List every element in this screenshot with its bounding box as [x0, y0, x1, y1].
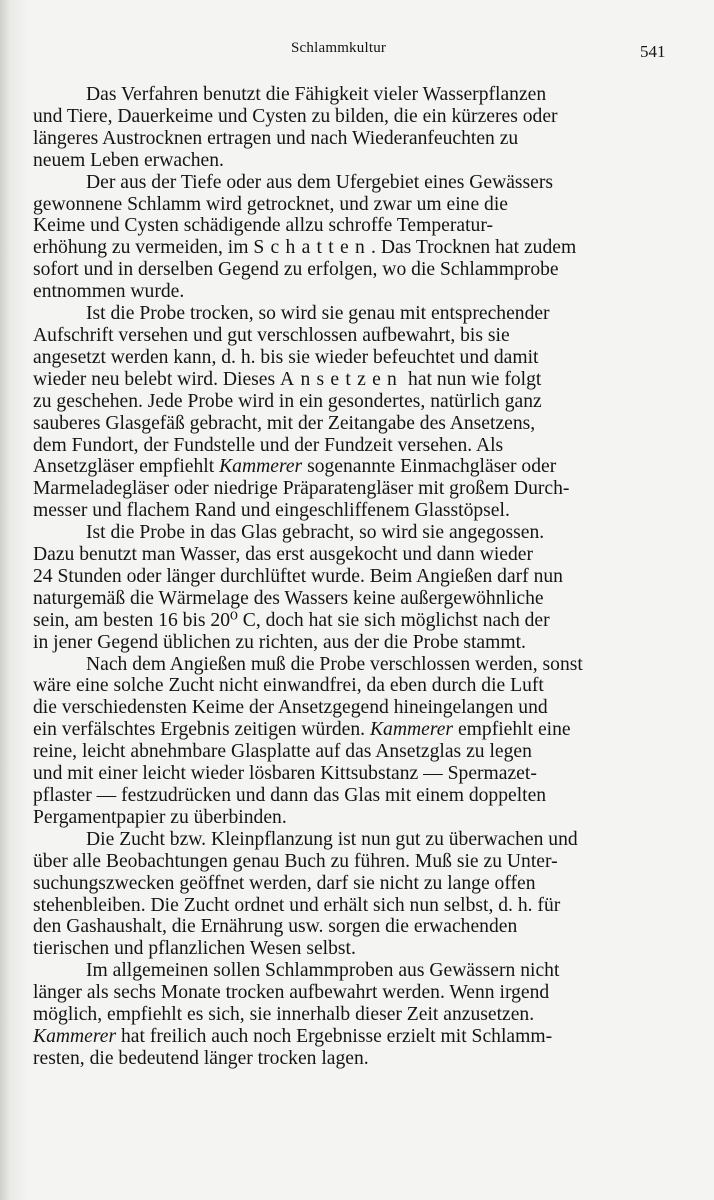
text-run: Ansetzgläser empfiehlt	[33, 456, 220, 478]
text-line: entnommen wurde.	[33, 281, 185, 303]
text-line: messer und flachem Rand und eingeschliffenem Glasstöpsel.	[33, 500, 510, 522]
paragraph-2	[33, 172, 673, 303]
text-line: resten, die bedeutend länger trocken lagen.	[33, 1047, 369, 1069]
text-line	[33, 719, 673, 741]
text-line: wäre eine solche Zucht nicht einwandfrei, da eben durch die Luft	[33, 675, 544, 697]
text-line: Aufschrift versehen und gut verschlossen aufbewahrt, bis sie	[33, 324, 510, 346]
text-line: länger als sechs Monate trocken aufbewahrt werden. Wenn irgend	[33, 982, 550, 1004]
text-line: über alle Beobachtungen genau Buch zu führen. Muß sie zu Unter-	[33, 850, 558, 872]
paragraph-3	[33, 303, 673, 522]
text-line: Das Verfahren benutzt die Fähigkeit vieler Wasserpflanzen	[86, 84, 547, 105]
text-line: pflaster — festzudrücken und dann das Glas mit einem doppelten	[33, 785, 547, 806]
emphasized-word: Ansetzen	[280, 368, 404, 390]
text-line: in jener Gegend üblichen zu richten, aus der die Probe stammt.	[33, 631, 526, 653]
text-line: neuem Leben erwachen.	[33, 149, 224, 171]
running-title: Schlammkultur	[291, 40, 387, 56]
text-line: längeres Austrocknen ertragen und nach Wiederanfeuchten zu	[33, 127, 519, 149]
text-run: ein verfälschtes Ergebnis zeitigen würden.	[33, 719, 370, 741]
text-line: Ist die Probe in das Glas gebracht, so wird sie angegossen.	[86, 522, 545, 544]
text-line: Pergamentpapier zu überbinden.	[33, 806, 287, 828]
text-line	[33, 237, 673, 259]
text-line: 24 Stunden oder länger durchlüftet wurde. Beim Angießen darf nun	[33, 565, 563, 587]
text-line: möglich, empfiehlt es sich, sie innerhalb dieser Zeit anzusetzen.	[33, 1004, 535, 1026]
author-name: Kammerer	[369, 719, 454, 741]
text-line: reine, leicht abnehmbare Glasplatte auf das Ansetzglas zu legen	[33, 741, 532, 763]
text-run: empfiehlt eine	[453, 719, 571, 741]
text-run: erhöhung zu vermeiden, im	[33, 237, 254, 259]
text-run: hat freilich auch noch Ergebnisse erzielt mit Schlamm-	[116, 1025, 553, 1047]
text-line: angesetzt werden kann, d. h. bis sie wieder befeuchtet und damit	[33, 346, 539, 368]
text-line: gewonnene Schlamm wird getrocknet, und zwar um eine die	[33, 193, 508, 215]
text-line: Keime und Cysten schädigende allzu schroffe Temperatur-	[33, 215, 493, 237]
text-run: sogenannte Einmachgläser oder	[302, 456, 557, 478]
text-line: die verschiedensten Keime der Ansetzgegend hineingelangen und	[33, 697, 548, 719]
text-line	[33, 1026, 673, 1048]
text-line	[33, 456, 673, 478]
text-line: stehenbleiben. Die Zucht ordnet und erhält sich nun selbst, d. h. für	[33, 894, 561, 916]
paragraph-4	[33, 522, 673, 653]
text-line: den Gashaushalt, die Ernährung usw. sorgen die erwachenden	[33, 916, 518, 938]
paragraph-1	[33, 84, 673, 172]
text-line: Im allgemeinen sollen Schlammproben aus Gewässern nicht	[86, 960, 560, 982]
text-line: Die Zucht bzw. Kleinpflanzung ist nun gut zu überwachen und	[86, 828, 578, 850]
text-line	[33, 369, 673, 391]
text-line: dem Fundort, der Fundstelle und der Fundzeit versehen. Als	[33, 434, 504, 456]
text-line: Der aus der Tiefe oder aus dem Ufergebiet eines Gewässers	[86, 171, 554, 193]
text-run: wieder neu belebt wird. Dieses	[33, 368, 281, 390]
text-run: hat nun wie folgt	[403, 368, 542, 390]
paragraph-5	[33, 654, 673, 829]
paragraph-7	[33, 960, 673, 1070]
text-line: sein, am besten 16 bis 20⁰ C, doch hat sie sich möglichst nach der	[33, 609, 550, 631]
text-line: sofort und in derselben Gegend zu erfolgen, wo die Schlammprobe	[33, 259, 559, 281]
text-line: tierischen und pflanzlichen Wesen selbst.	[33, 938, 356, 960]
body-text	[33, 84, 673, 1070]
text-line: und Tiere, Dauerkeime und Cysten zu bilden, die ein kürzeres oder	[33, 105, 558, 127]
text-line: suchungszwecken geöffnet werden, darf sie nicht zu lange offen	[33, 872, 536, 894]
text-line: sauberes Glasgefäß gebracht, mit der Zeitangabe des Ansetzens,	[33, 412, 536, 434]
text-line: naturgemäß die Wärmelage des Wassers keine außergewöhnliche	[33, 587, 544, 609]
text-line: Dazu benutzt man Wasser, das erst ausgekocht und dann wieder	[33, 544, 534, 566]
page-number: 541	[640, 42, 666, 61]
text-line: Marmeladegläser oder niedrige Präparatengläser mit großem Durch-	[33, 478, 570, 500]
emphasized-word: Schatten	[253, 237, 372, 259]
text-run: . Das Trocknen hat zudem	[371, 237, 577, 259]
author-name: Kammerer	[33, 1025, 117, 1047]
page-header	[0, 40, 714, 66]
paragraph-6	[33, 829, 673, 960]
text-line: Ist die Probe trocken, so wird sie genau mit entsprechender	[86, 303, 550, 325]
author-name: Kammerer	[219, 456, 303, 478]
text-line: Nach dem Angießen muß die Probe verschlossen werden, sonst	[86, 653, 583, 675]
text-line: und mit einer leicht wieder lösbaren Kittsubstanz — Spermazet-	[33, 763, 537, 785]
text-line: zu geschehen. Jede Probe wird in ein gesondertes, natürlich ganz	[33, 390, 542, 412]
